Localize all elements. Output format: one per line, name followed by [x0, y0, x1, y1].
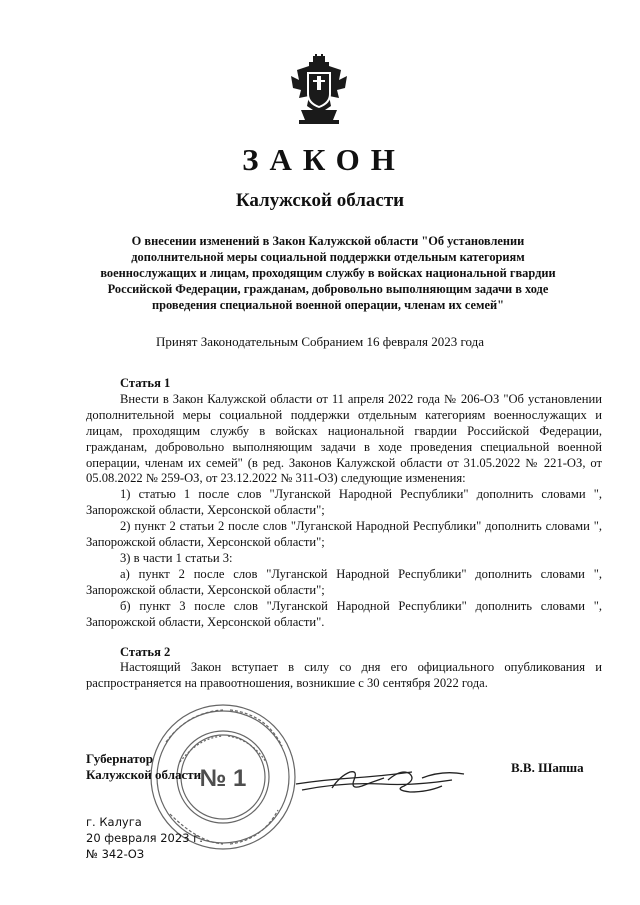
footer-date: 20 февраля 2023 г. — [86, 831, 203, 845]
law-body — [86, 376, 602, 692]
article-2-heading: Статья 2 — [120, 644, 171, 659]
document-footer — [86, 814, 203, 862]
amendment-item: 3) в части 1 статьи 3: — [120, 550, 233, 565]
subject-line: дополнительной меры социальной поддержки отдельным категориям — [131, 250, 525, 265]
article-1-intro: Внести в Закон Калужской области от 11 апреля 2022 года № 206-ОЗ "Об установлении дополнительной меры социальной поддержки отдельным категориям военнослужащих и лицам, проходящим службу в войсках национальной гвардии Российской Федерации, гражданам, добровольно выполняющим задачи в ходе проведения специальной военной операции, членам их семей" (в ред. Законов Калужской области от 31.05.2022 № 221-ОЗ, от 05.08.2022 № 259-ОЗ, от 23.12.2022 № 311-ОЗ) следующие изменения: — [86, 391, 602, 486]
subject-line: О внесении изменений в Закон Калужской области "Об установлении — [131, 234, 525, 248]
governor-title — [86, 751, 201, 783]
handwritten-signature — [292, 750, 472, 810]
governor-name: В.В. Шапша — [511, 760, 584, 775]
coat-of-arms-emblem — [289, 54, 349, 126]
amendment-item: а) пункт 2 после слов "Луганской Народной Республики" дополнить словами ", Запорожской области, Херсонской области"; — [86, 566, 602, 597]
footer-number: № 342-ОЗ — [86, 847, 145, 861]
amendment-item: 2) пункт 2 статьи 2 после слов "Луганской Народной Республики" дополнить словами ", Запорожской области, Херсонской области"; — [86, 519, 602, 550]
governor-title-line: Губернатор — [86, 751, 154, 766]
governor-title-line: Калужской области — [86, 767, 202, 782]
region-name: Калужской области — [235, 190, 405, 211]
subject-line: Российской Федерации, гражданам, добровольно выполняющим задачи в ходе — [107, 282, 549, 297]
subject-line: проведения специальной военной операции, членам их семей" — [152, 298, 504, 313]
amendment-item: 1) статью 1 после слов "Луганской Народной Республики" дополнить словами ", Запорожской области, Херсонской области"; — [86, 487, 602, 518]
law-subject — [80, 233, 576, 313]
subject-line: военнослужащих и лицам, проходящим службу в войсках национальной гвардии — [100, 266, 556, 281]
article-2-text: Настоящий Закон вступает в силу со дня его официального опубликования и распространяется на правоотношения, возникшие с 30 сентября 2022 года. — [86, 660, 602, 691]
document-title: ЗАКОН — [242, 142, 406, 177]
article-1-heading: Статья 1 — [120, 376, 171, 390]
amendment-item: б) пункт 3 после слов "Луганской Народной Республики" дополнить словами ", Запорожской области, Херсонской области". — [86, 598, 602, 629]
footer-city: г. Калуга — [86, 815, 142, 829]
seal-number: № 1 — [199, 765, 247, 792]
adoption-line: Принят Законодательным Собранием 16 февраля 2023 года — [156, 334, 484, 349]
